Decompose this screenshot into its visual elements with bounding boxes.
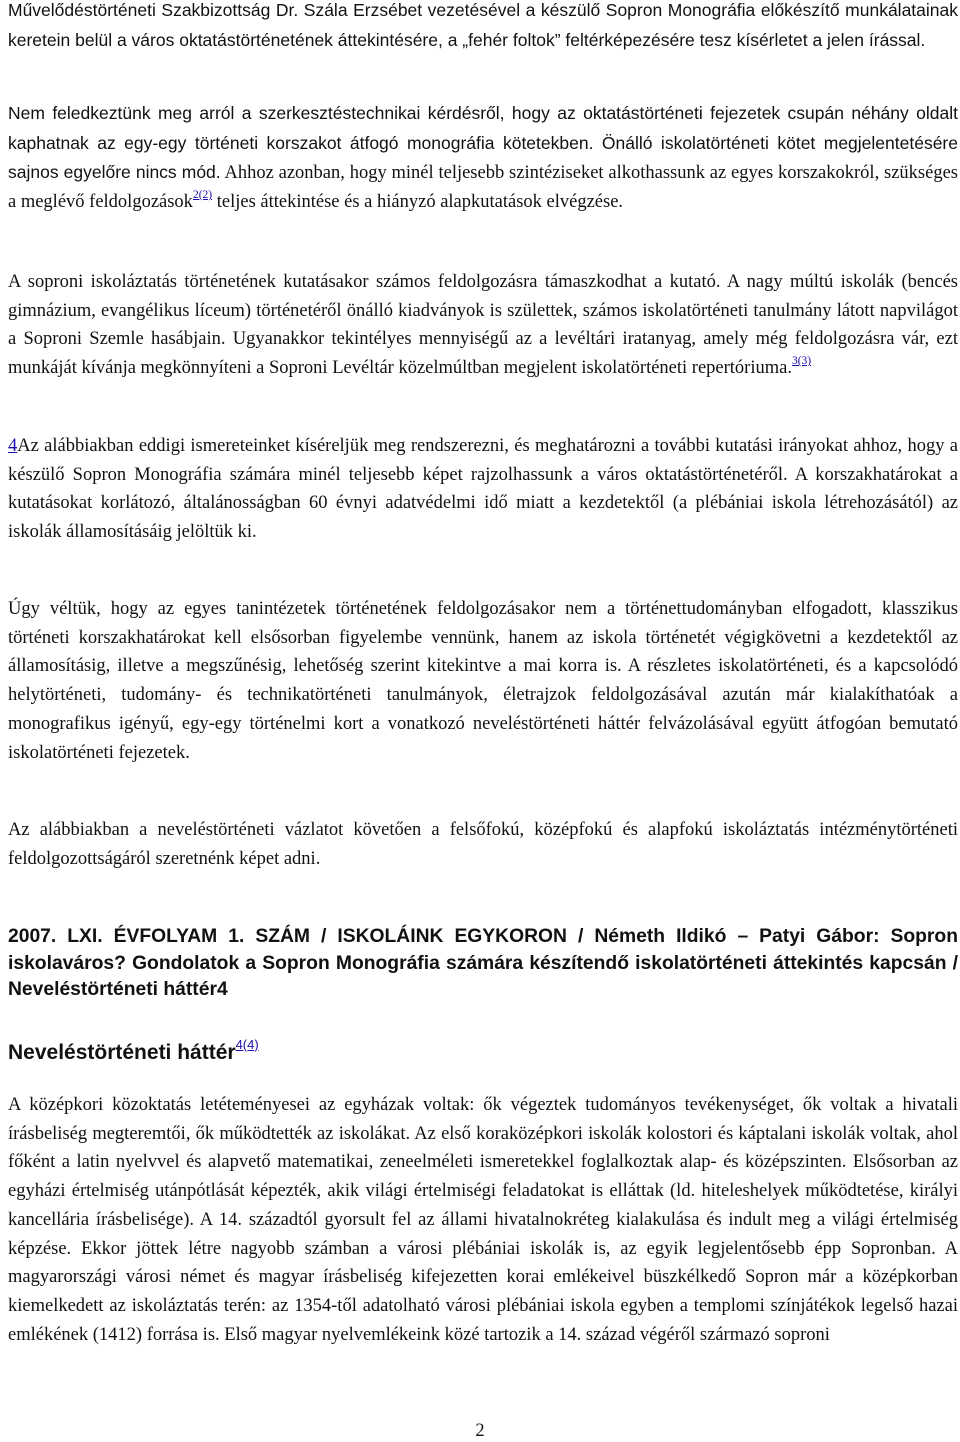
paragraph-medieval: [8, 1091, 958, 1349]
footnote-link-2[interactable]: 2(2): [192, 189, 213, 202]
section-heading: [8, 1039, 259, 1067]
approach-text: Úgy véltük, hogy az egyes tanintézetek történetének feldolgozásakor nem a történettudományban elfogadott, klasszikus történeti korszakhatárokat kell elsősorban figyelembe vennünk, hanem az iskola történetét végigkövetni a kezdetektől az államosításig, illetve a megszűnésig, lehetőség szerint kitekintve a mai korra is. A részletes iskolatörténeti, és a kapcsolódó helytörténeti, tudomány- és technikatörténeti tanulmányok, életrajzok feldolgozásával azután már kialakíthatóak a monografikus igényű, egy-egy történelmi kort a vonatkozó neveléstörténeti háttér felvázolásával együtt átfogóan bemutató iskolatörténeti fejezetek.: [8, 599, 958, 763]
paragraph-research: [8, 268, 958, 383]
page-number: 2: [475, 1421, 485, 1441]
issue-citation: 2007. LXI. ÉVFOLYAM 1. SZÁM / ISKOLÁINK EGYKORON / Németh Ildikó – Patyi Gábor: Sopron iskolaváros? Gondolatok a Sopron Monográfia számára készítendő iskolatörténeti áttekintés kapcsán / Neveléstörténeti háttér4: [8, 926, 958, 1000]
outline-text: Az alábbiakban a neveléstörténeti vázlatot követően a felsőfokú, középfokú és alapfokú iskoláztatás intézménytörténeti feldolgozottságáról szeretnénk képet adni.: [8, 820, 958, 869]
section-heading-text: Neveléstörténeti háttér: [8, 1041, 236, 1064]
editing-note-tail-text: teljes áttekintése és a hiányzó alapkutatások elvégzése.: [212, 192, 624, 213]
editing-note-sans-text: Nem feledkeztünk meg arról a szerkesztéstechnikai kérdésről, hogy az oktatástörténeti fejezetek csupán néhány oldalt kaphatnak az egy-egy történeti korszakot átfogó monográfia kötetekben. Önálló iskolatörténeti kötet megjelentetésére sajnos egyelőre nincs mód.: [8, 103, 958, 183]
paragraph-outline: [8, 816, 958, 873]
paragraph-approach: [8, 595, 958, 767]
paragraph-intro: [8, 0, 958, 55]
paragraph-editing-note: [8, 99, 958, 217]
paragraph-systematize: [8, 432, 958, 547]
research-text: A soproni iskoláztatás történetének kutatásakor számos feldolgozásra támaszkodhat a kutató. A nagy múltú iskolák (bencés gimnázium, evangélikus líceum) történetéről önálló kiadványok is születtek, számos iskolatörténeti tanulmány látott napvilágot a Soproni Szemle hasábjain. Ugyanakkor tekintélyes mennyiségű az a levéltári iratanyag, amely még feldolgozásra vár, ezt munkáját kívánja megkönnyíteni a Soproni Levéltár közelmúltban megjelent iskolatörténeti repertóriuma.: [8, 272, 958, 379]
medieval-text: A középkori közoktatás letéteményesei az egyházak voltak: ők végeztek tudományos tevékenységet, ők voltak a hivatali írásbeliség megteremtői, ők működtették az iskolákat. Az első koraközépkori iskolák kolostori és káptalani iskolák voltak, ahol főként a latin nyelvvel és alapvető matematikai, zeneelméleti ismeretekkel foglalkoztak alap- és középszinten. Elsősorban az egyházi értelmiség utánpótlását képezték, akik világi értelmiségi feladatokat is elláttak (ld. hiteleshelyek működtetése, királyi kancellária írásbelisége). A 14. századtól gyorsult fel az állami hivatalnokréteg kialakulása és indult meg a világi értelmiség képzése. Ekkor jöttek létre nagyobb számban a városi plébániai iskolák is, az egyik legjelentősebb épp Sopronban. A magyarországi városi német és magyar írásbeliség kifejezetten korai emlékeivel büszkélkedő Sopron már a középkorban kiemelkedett az iskoláztatás terén: az 1354-től adatolható városi plébániai iskola egyben a templomi színjátékok legelső hazai emlékének (1412) forrása is. Első magyar nyelvemlékeink közé tartozik a 14. század végéről származó soproni: [8, 1095, 958, 1345]
intro-text: Művelődéstörténeti Szakbizottság Dr. Szála Erzsébet vezetésével a készülő Sopron Monográfia előkészítő munkálatainak keretein belül a város oktatástörténetének áttekintésére, a „fehér foltok” feltérképezésére tesz kísérletet a jelen írással.: [8, 0, 958, 50]
systematize-text: Az alábbiakban eddigi ismereteinket kíséreljük meg rendszerezni, és meghatározni a további kutatási irányokat ahhoz, hogy a készülő Sopron Monográfia számára minél teljesebb képet rajzolhassunk a város oktatástörténetéről. A korszakhatárokat a kutatásokat korlátozó, általánosságban 60 évnyi adatvédelmi idő miatt a kezdetektől (a plébániai iskola létrehozásától) az iskolák államosításáig jelöltük ki.: [8, 436, 958, 543]
footnote-link-4[interactable]: 4(4): [235, 1037, 259, 1052]
anchor-marker-4[interactable]: 4: [8, 436, 18, 456]
editing-note-serif-text: Ahhoz azonban, hogy minél teljesebb szintéziseket alkothassunk az egyes korszakokról, szükséges a meglévő feldolgozások: [8, 163, 958, 213]
footnote-link-3[interactable]: 3(3): [791, 355, 812, 368]
